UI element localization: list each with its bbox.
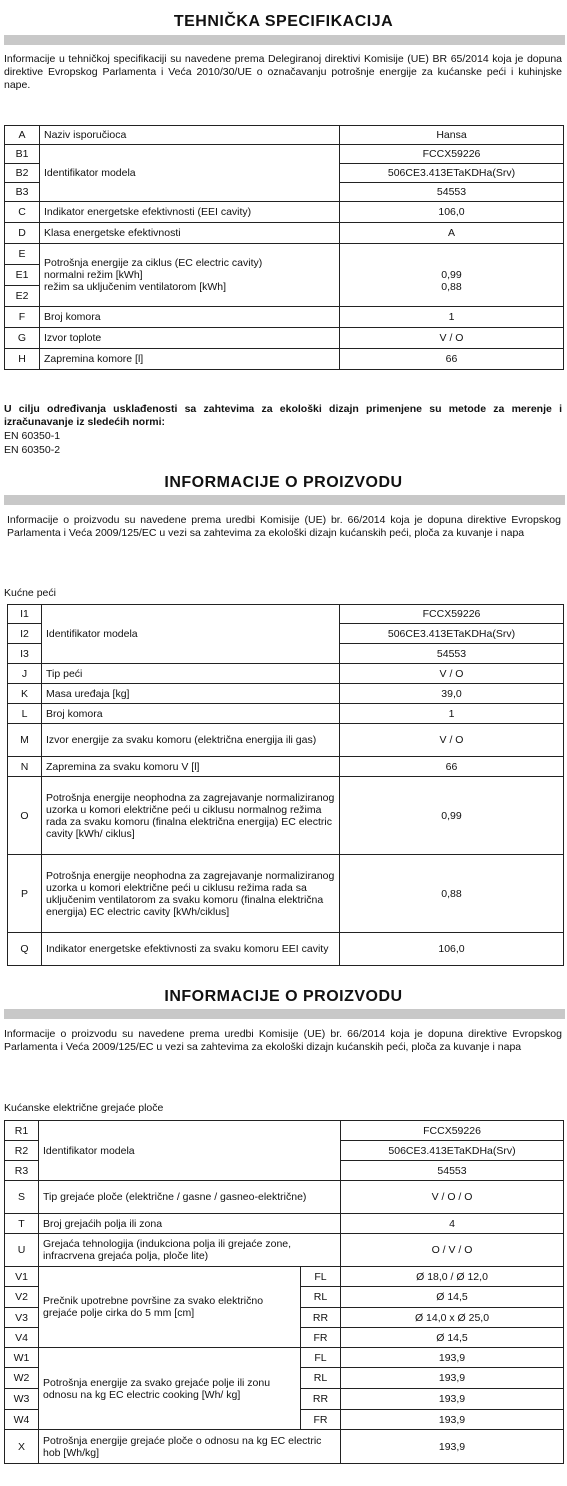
row-value: 193,9 bbox=[341, 1410, 564, 1430]
row-label: Identifikator modela bbox=[42, 605, 340, 664]
row-id: O bbox=[8, 777, 42, 855]
table-row bbox=[8, 855, 564, 933]
row-value: V / O bbox=[340, 724, 564, 757]
row-label: Masa uređaja [kg] bbox=[42, 684, 340, 704]
row-value: 0,99 bbox=[340, 777, 564, 855]
row-label: Potrošnja energije za svako grejaće polje ili zonu odnosu na kg EC electric cooking [Wh/ kg] bbox=[39, 1348, 301, 1430]
row-label: Identifikator modela bbox=[40, 145, 340, 202]
table-row bbox=[8, 664, 564, 684]
row-id: V1 bbox=[5, 1267, 39, 1287]
row-id: J bbox=[8, 664, 42, 684]
table-row bbox=[5, 126, 564, 145]
norms-text: U cilju određivanja usklađenosti sa zahtevima za ekološki dizajn primenjene su metode za merenje i izračunavanje iz sledećih normi: bbox=[4, 403, 562, 428]
tech-spec-title: TEHNIČKA SPECIFIKACIJA bbox=[173, 13, 394, 30]
table-row bbox=[5, 1430, 564, 1464]
row-id: E2 bbox=[5, 286, 40, 307]
zone-position: FL bbox=[301, 1348, 341, 1368]
row-value: 39,0 bbox=[340, 684, 564, 704]
hob-info-table bbox=[4, 1120, 564, 1464]
table-row bbox=[5, 307, 564, 328]
table-row bbox=[5, 349, 564, 370]
row-id: I1 bbox=[8, 605, 42, 624]
row-id: T bbox=[5, 1214, 39, 1234]
product-info-intro: Informacije o proizvodu su navedene prema uredbi Komisije (UE) br. 66/2014 koja je dopuna direktive Evropskog Parlamenta i Veća 2009/125/EC u vezi sa zahtevima za ekološki dizajn kućanskih peći, ploča za kuvanje i napa bbox=[7, 514, 561, 539]
row-label: Grejaća tehnologija (indukciona polja ili grejaće zone, infracrvena grejaća polja, ploče lite) bbox=[39, 1234, 341, 1267]
row-label: Broj grejaćih polja ili zona bbox=[39, 1214, 341, 1234]
table-row bbox=[8, 684, 564, 704]
table-row bbox=[5, 223, 564, 244]
row-id: K bbox=[8, 684, 42, 704]
table-row bbox=[8, 757, 564, 777]
row-id: V4 bbox=[5, 1328, 39, 1348]
row-value: 193,9 bbox=[341, 1368, 564, 1389]
row-value: V / O bbox=[340, 664, 564, 684]
row-label-line: režim sa uključenim ventilatorom [kWh] bbox=[44, 281, 227, 293]
row-id: F bbox=[5, 307, 40, 328]
table-row bbox=[8, 933, 564, 966]
row-value: 54553 bbox=[340, 644, 564, 664]
zone-position: RL bbox=[301, 1287, 341, 1308]
row-label: Identifikator modela bbox=[39, 1121, 341, 1181]
tech-spec-divider bbox=[4, 35, 565, 45]
product-info-title-2: INFORMACIJE O PROIZVODU bbox=[164, 988, 403, 1005]
row-id: E bbox=[5, 244, 40, 265]
row-value: 193,9 bbox=[341, 1348, 564, 1368]
row-id: C bbox=[5, 202, 40, 223]
row-value: 506CE3.413ETaKDHa(Srv) bbox=[340, 624, 564, 644]
table-row bbox=[5, 1121, 564, 1141]
row-label: Tip grejaće ploče (električne / gasne / gasneo-električne) bbox=[39, 1181, 341, 1214]
row-label: Indikator energetske efektivnosti (EEI cavity) bbox=[40, 202, 340, 223]
row-id: B2 bbox=[5, 164, 40, 183]
row-id: A bbox=[5, 126, 40, 145]
row-value: Ø 14,5 bbox=[341, 1287, 564, 1308]
table-row bbox=[5, 328, 564, 349]
row-id: V3 bbox=[5, 1308, 39, 1328]
table-row bbox=[8, 605, 564, 624]
row-label: Klasa energetske efektivnosti bbox=[40, 223, 340, 244]
row-id: R2 bbox=[5, 1141, 39, 1161]
row-id: W2 bbox=[5, 1368, 39, 1389]
table-row bbox=[5, 1348, 564, 1368]
table-row bbox=[5, 244, 564, 265]
row-label bbox=[40, 244, 340, 307]
row-value: O / V / O bbox=[341, 1234, 564, 1267]
row-id: H bbox=[5, 349, 40, 370]
row-value bbox=[340, 244, 564, 307]
row-id: G bbox=[5, 328, 40, 349]
row-id: X bbox=[5, 1430, 39, 1464]
norm-item: EN 60350-2 bbox=[4, 444, 61, 456]
row-label-line: Potrošnja energije za ciklus (EC electric cavity) bbox=[44, 257, 263, 269]
row-value: 193,9 bbox=[341, 1430, 564, 1464]
row-id: R1 bbox=[5, 1121, 39, 1141]
row-id: Q bbox=[8, 933, 42, 966]
row-label: Broj komora bbox=[40, 307, 340, 328]
row-id: I2 bbox=[8, 624, 42, 644]
row-value: Ø 18,0 / Ø 12,0 bbox=[341, 1267, 564, 1287]
row-label: Potrošnja energije neophodna za zagrejavanje normaliziranog uzorka u komori električne peći u ciklusu normalnog režima rada za svaku komoru (finalna električna energija) EC electric cavity [kWh/ ciklus] bbox=[42, 777, 340, 855]
table-row bbox=[8, 777, 564, 855]
table-subtitle-2: Kućanske električne grejaće ploče bbox=[4, 1102, 164, 1114]
row-label-line: normalni režim [kWh] bbox=[44, 269, 143, 281]
row-id: L bbox=[8, 704, 42, 724]
zone-position: RR bbox=[301, 1308, 341, 1328]
row-value: 506CE3.413ETaKDHa(Srv) bbox=[341, 1141, 564, 1161]
row-value: 0,88 bbox=[340, 855, 564, 933]
table-row bbox=[5, 145, 564, 164]
row-value: 1 bbox=[340, 307, 564, 328]
row-label: Izvor energije za svaku komoru (električna energija ili gas) bbox=[42, 724, 340, 757]
product-info-intro-2: Informacije o proizvodu su navedene prema uredbi Komisije (UE) br. 66/2014 koja je dopuna direktive Evropskog Parlamenta i Veća 2009/125/EC u vezi sa zahtevima za ekološki dizajn kućanskih peći, ploča za kuvanje i napa bbox=[4, 1028, 562, 1053]
row-value: FCCX59226 bbox=[340, 605, 564, 624]
row-id: E1 bbox=[5, 265, 40, 286]
row-label: Prečnik upotrebne površine za svako električno grejaće polje cirka do 5 mm [cm] bbox=[39, 1267, 301, 1348]
tech-spec-table bbox=[4, 125, 564, 370]
table-subtitle: Kućne peći bbox=[4, 587, 56, 599]
row-label: Tip peći bbox=[42, 664, 340, 684]
row-value: 66 bbox=[340, 349, 564, 370]
row-id: N bbox=[8, 757, 42, 777]
row-value: V / O / O bbox=[341, 1181, 564, 1214]
row-value: 54553 bbox=[341, 1161, 564, 1181]
row-value: 1 bbox=[340, 704, 564, 724]
oven-info-table bbox=[7, 604, 564, 966]
row-id: W4 bbox=[5, 1410, 39, 1430]
row-label: Indikator energetske efektivnosti za svaku komoru EEI cavity bbox=[42, 933, 340, 966]
zone-position: FR bbox=[301, 1328, 341, 1348]
row-label: Naziv isporučioca bbox=[40, 126, 340, 145]
row-id: M bbox=[8, 724, 42, 757]
table-row bbox=[8, 704, 564, 724]
row-value: Ø 14,5 bbox=[341, 1328, 564, 1348]
product-info-divider-2 bbox=[4, 1009, 565, 1019]
row-id: S bbox=[5, 1181, 39, 1214]
row-value-line: 0,88 bbox=[441, 281, 462, 293]
product-info-title: INFORMACIJE O PROIZVODU bbox=[164, 474, 403, 491]
tech-spec-intro: Informacije u tehničkoj specifikaciji su navedene prema Delegiranoj direktivi Komisije (UE) BR 65/2014 koja je dopuna direktive Evropskog Parlamenta i Veća 2010/30/UE o označavanju potrošnje energije za kućanske peći i kuhinjske nape. bbox=[4, 53, 562, 91]
table-row bbox=[8, 724, 564, 757]
row-value: 4 bbox=[341, 1214, 564, 1234]
row-id: B3 bbox=[5, 183, 40, 202]
table-row bbox=[5, 1181, 564, 1214]
row-value-line: 0,99 bbox=[441, 269, 462, 281]
row-value: FCCX59226 bbox=[340, 145, 564, 164]
zone-position: RL bbox=[301, 1368, 341, 1389]
row-value: 54553 bbox=[340, 183, 564, 202]
row-label: Zapremina za svaku komoru V [l] bbox=[42, 757, 340, 777]
zone-position: FL bbox=[301, 1267, 341, 1287]
row-value: 66 bbox=[340, 757, 564, 777]
row-id: U bbox=[5, 1234, 39, 1267]
table-row bbox=[5, 1234, 564, 1267]
row-value: FCCX59226 bbox=[341, 1121, 564, 1141]
row-id: W1 bbox=[5, 1348, 39, 1368]
row-id: V2 bbox=[5, 1287, 39, 1308]
zone-position: FR bbox=[301, 1410, 341, 1430]
product-info-divider bbox=[4, 495, 565, 505]
row-id: B1 bbox=[5, 145, 40, 164]
row-id: R3 bbox=[5, 1161, 39, 1181]
norm-item: EN 60350-1 bbox=[4, 430, 61, 442]
row-value: 106,0 bbox=[340, 202, 564, 223]
row-value: A bbox=[340, 223, 564, 244]
row-value: 106,0 bbox=[340, 933, 564, 966]
row-label: Potrošnja energije grejaće ploče o odnosu na kg EC electric hob [Wh/kg] bbox=[39, 1430, 341, 1464]
row-label: Zapremina komore [l] bbox=[40, 349, 340, 370]
row-value: Hansa bbox=[340, 126, 564, 145]
row-label: Potrošnja energije neophodna za zagrejavanje normaliziranog uzorka u komori električne peći u ciklusu režima rada sa uključenim ventilatorom za svaku komoru (finalna električna energija) EC electric cavity [kWh/ciklus] bbox=[42, 855, 340, 933]
row-id: I3 bbox=[8, 644, 42, 664]
zone-position: RR bbox=[301, 1389, 341, 1410]
row-value: 193,9 bbox=[341, 1389, 564, 1410]
table-row bbox=[5, 1214, 564, 1234]
row-value: 506CE3.413ETaKDHa(Srv) bbox=[340, 164, 564, 183]
row-id: P bbox=[8, 855, 42, 933]
row-value: V / O bbox=[340, 328, 564, 349]
row-label: Broj komora bbox=[42, 704, 340, 724]
row-id: D bbox=[5, 223, 40, 244]
row-value: Ø 14,0 x Ø 25,0 bbox=[341, 1308, 564, 1328]
table-row bbox=[5, 202, 564, 223]
row-label: Izvor toplote bbox=[40, 328, 340, 349]
row-id: W3 bbox=[5, 1389, 39, 1410]
table-row bbox=[5, 1267, 564, 1287]
